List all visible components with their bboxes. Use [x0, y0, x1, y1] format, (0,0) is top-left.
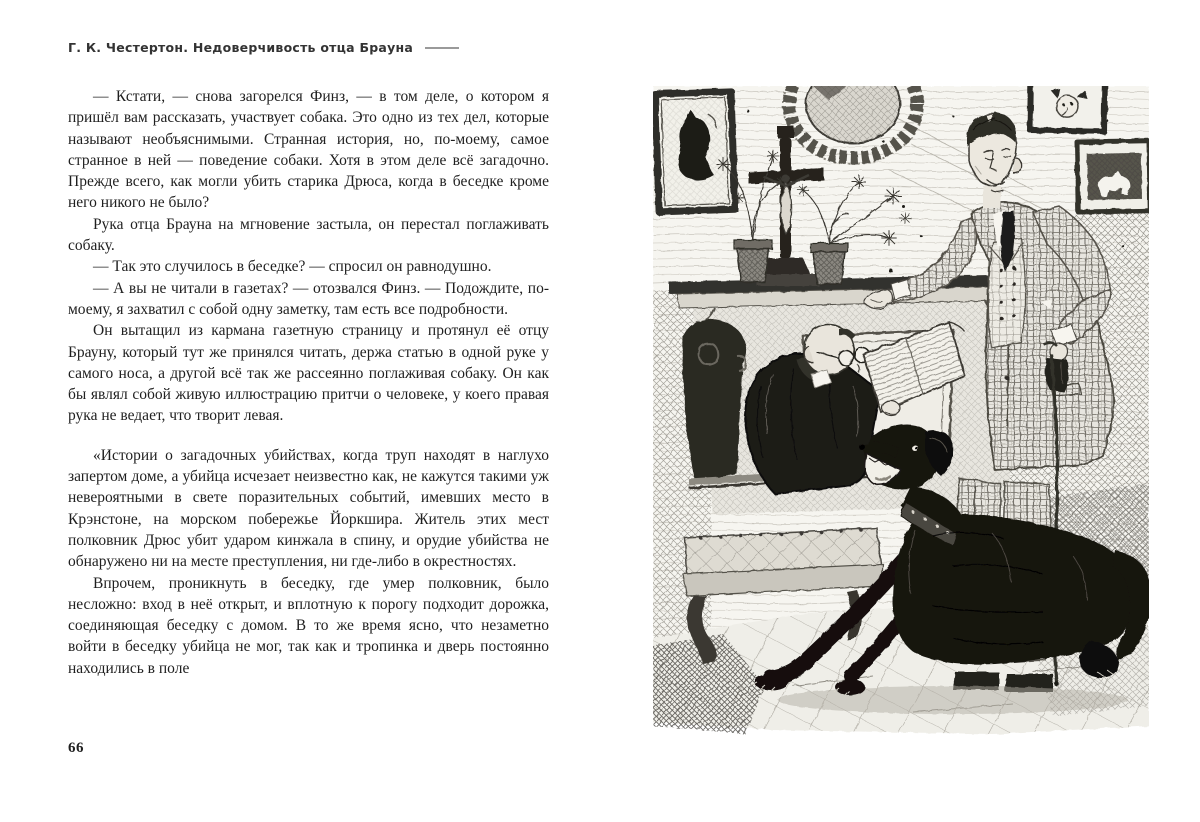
- running-head-rule: [425, 47, 459, 49]
- illustration-svg: [653, 86, 1149, 738]
- running-head: [68, 40, 459, 55]
- body-paragraph: Впрочем, проникнуть в беседку, где умер полковник, было несложно: вход в неё открыт, и вплотную к порогу подходит дорожка, соединяющая беседку с домом. В то же время ясно, что незаметно войти в беседку убийца не мог, так как и тропинка и дверь постоянно находились в поле: [68, 574, 549, 677]
- book-illustration: [653, 86, 1149, 738]
- picture-frame-cat: [655, 91, 735, 212]
- page-number: 66: [68, 740, 84, 756]
- body-paragraph: Рука отца Брауна на мгновение застыла, он перестал поглаживать собаку.: [68, 215, 549, 255]
- body-paragraph: — Так это случилось в беседке? — спросил он равнодушно.: [93, 258, 492, 276]
- body-paragraph: — А вы не читали в газетах? — отозвался Финз. — Подождите, по-моему, я захватил с собой одну заметку, там есть все подробности.: [68, 279, 549, 318]
- body-text: [68, 86, 549, 679]
- gloves: [1045, 358, 1068, 392]
- body-paragraph: «Истории о загадочных убийствах, когда труп находят в наглухо запертом доме, а убийца исчезает неизвестно как, не кажутся такими уж невероятными в свете поразительных событий, имевших место в Крэнстоне, на морском побережье Йоркшира. Житель этих мест полковник Дрюс убит ударом кинжала в спину, и орудие убийства не обнаружено ни на месте преступления, ни где-либо в окрестностях.: [68, 446, 549, 571]
- father-brown-hand: [882, 401, 900, 415]
- dog-shadow: [778, 686, 1128, 714]
- picture-frame-horse: [1077, 141, 1149, 212]
- body-paragraph: — Кстати, — снова загорелся Финз, — в том деле, о котором я пришёл вам рассказать, участвует собака. Это одно из тех дел, которые называют необъяснимыми. Странная история, но, по-моему, самое странное в ней — поведение собаки. Хотя в этом деле всё загадочно. Прежде всего, как могли убить старика Дрюса, когда в беседке кроме него никого не было?: [68, 88, 549, 212]
- body-paragraph: Он вытащил из кармана газетную страницу и протянул её отцу Брауну, который тут же принялся читать, держа статью в одной руке у самого носа, а другой всё так же рассеянно поглаживая собаку. Он как бы являл собой живую иллюстрацию притчи о человеке, у коего правая рука не ведает, что творит левая.: [68, 322, 549, 425]
- running-head-title: Г. К. Честертон. Недоверчивость отца Брауна: [68, 40, 414, 55]
- picture-frame-dog-head: [1030, 86, 1105, 131]
